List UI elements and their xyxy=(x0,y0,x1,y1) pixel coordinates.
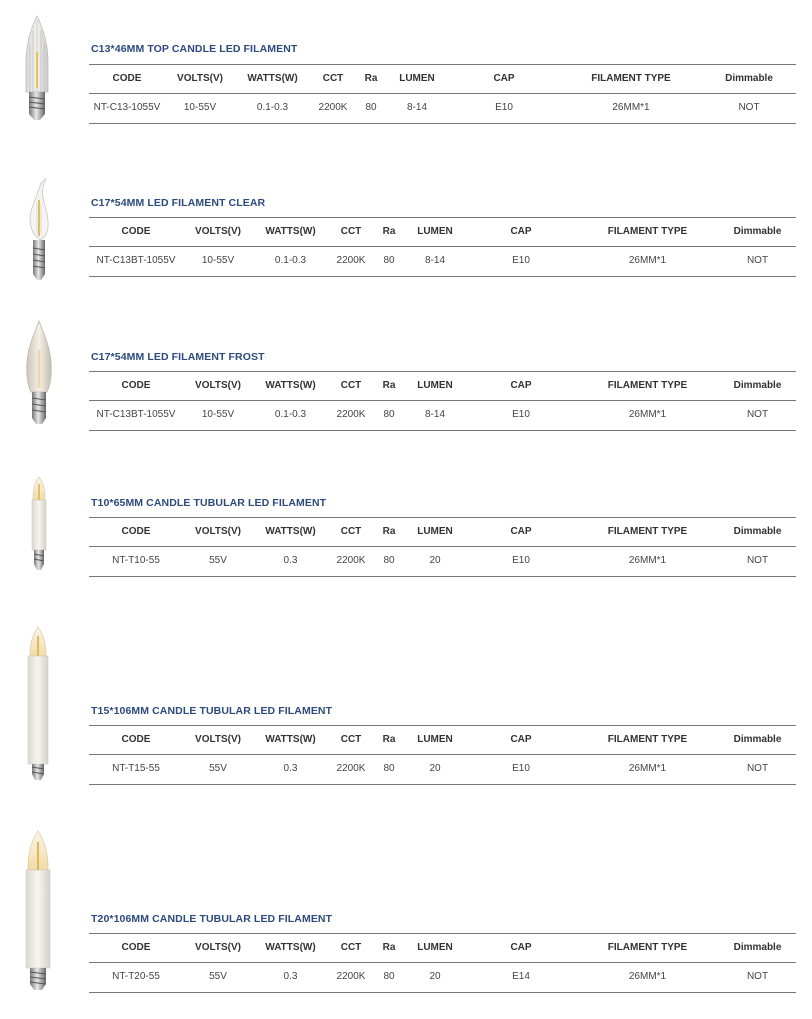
col-cap: CAP xyxy=(510,526,532,537)
col-lumen: LUMEN xyxy=(417,526,453,537)
col-ra: Ra xyxy=(382,380,396,391)
table-header-row xyxy=(89,934,796,963)
col-ra: Ra xyxy=(382,734,396,745)
col-ra: Ra xyxy=(364,73,378,84)
col-filament-type: FILAMENT TYPE xyxy=(591,73,671,84)
col-dimmable: Dimmable xyxy=(733,734,782,745)
clear-flame-tip-bulb-icon xyxy=(24,178,54,284)
cell-cap: E14 xyxy=(512,971,530,982)
product-title: T20*106MM CANDLE TUBULAR LED FILAMENT xyxy=(91,913,333,925)
cell-volts: 55V xyxy=(209,763,227,774)
col-cap: CAP xyxy=(510,942,532,953)
spec-table xyxy=(89,64,796,124)
table-header-row xyxy=(89,518,796,547)
cell-cap: E10 xyxy=(512,255,530,266)
cell-lumen: 20 xyxy=(429,971,441,982)
col-cap: CAP xyxy=(510,734,532,745)
col-filament-type: FILAMENT TYPE xyxy=(607,734,688,745)
tubular-candle-bulb-icon xyxy=(29,476,49,572)
col-volts: VOLTS(V) xyxy=(195,734,241,745)
cell-volts: 10-55V xyxy=(201,255,235,266)
col-filament-type: FILAMENT TYPE xyxy=(607,380,688,391)
col-dimmable: Dimmable xyxy=(725,73,773,84)
spec-table xyxy=(89,933,796,993)
cell-cct: 2200K xyxy=(336,555,366,566)
cell-cap: E10 xyxy=(512,409,530,420)
cell-watts: 0.3 xyxy=(283,555,298,566)
col-code: CODE xyxy=(121,526,151,537)
col-cct: CCT xyxy=(322,73,344,84)
cell-cct: 2200K xyxy=(336,763,366,774)
cell-filament-type: 26MM*1 xyxy=(628,763,667,774)
cell-dimmable: NOT xyxy=(738,102,760,113)
col-volts: VOLTS(V) xyxy=(195,942,241,953)
product-title: C13*46MM TOP CANDLE LED FILAMENT xyxy=(91,43,298,55)
col-watts: WATTS(W) xyxy=(265,226,316,237)
col-code: CODE xyxy=(112,73,142,84)
cell-ra: 80 xyxy=(383,971,395,982)
col-code: CODE xyxy=(121,226,151,237)
cell-dimmable: NOT xyxy=(746,555,769,566)
cell-cct: 2200K xyxy=(318,102,348,113)
cell-volts: 55V xyxy=(209,971,227,982)
col-code: CODE xyxy=(121,734,151,745)
cell-watts: 0.3 xyxy=(283,971,298,982)
spec-table xyxy=(89,217,796,277)
col-cap: CAP xyxy=(510,380,532,391)
cell-lumen: 8-14 xyxy=(424,255,445,266)
cell-watts: 0.1-0.3 xyxy=(256,102,289,113)
col-volts: VOLTS(V) xyxy=(195,380,241,391)
col-cct: CCT xyxy=(340,226,362,237)
col-watts: WATTS(W) xyxy=(265,734,316,745)
cell-cct: 2200K xyxy=(336,971,366,982)
cell-filament-type: 26MM*1 xyxy=(628,971,667,982)
cell-code: NT-C13BT-1055V xyxy=(96,255,176,266)
product-title: T15*106MM CANDLE TUBULAR LED FILAMENT xyxy=(91,705,333,717)
col-watts: WATTS(W) xyxy=(265,526,316,537)
spec-table xyxy=(89,517,796,577)
product-title: T10*65MM CANDLE TUBULAR LED FILAMENT xyxy=(91,497,327,509)
cell-cap: E10 xyxy=(495,102,513,113)
cell-code: NT-T20-55 xyxy=(112,971,160,982)
cell-code: NT-C13BT-1055V xyxy=(96,409,176,420)
col-cap: CAP xyxy=(493,73,515,84)
cell-filament-type: 26MM*1 xyxy=(628,555,667,566)
col-filament-type: FILAMENT TYPE xyxy=(607,526,688,537)
col-dimmable: Dimmable xyxy=(733,380,782,391)
cell-volts: 10-55V xyxy=(183,102,217,113)
table-row xyxy=(89,401,796,429)
spec-table xyxy=(89,371,796,431)
tubular-candle-bulb-icon xyxy=(24,626,52,782)
cell-dimmable: NOT xyxy=(746,763,769,774)
col-watts: WATTS(W) xyxy=(247,73,298,84)
table-row xyxy=(89,247,796,275)
cell-lumen: 8-14 xyxy=(424,409,445,420)
table-header-row xyxy=(89,65,796,94)
cell-cct: 2200K xyxy=(336,255,366,266)
cell-ra: 80 xyxy=(383,255,395,266)
cell-watts: 0.1-0.3 xyxy=(274,409,307,420)
col-code: CODE xyxy=(121,380,151,391)
col-filament-type: FILAMENT TYPE xyxy=(607,942,688,953)
cell-lumen: 20 xyxy=(429,763,441,774)
col-ra: Ra xyxy=(382,226,396,237)
table-header-row xyxy=(89,372,796,401)
col-lumen: LUMEN xyxy=(417,380,453,391)
cell-volts: 10-55V xyxy=(201,409,235,420)
col-dimmable: Dimmable xyxy=(733,942,782,953)
spec-table xyxy=(89,725,796,785)
col-watts: WATTS(W) xyxy=(265,942,316,953)
table-row xyxy=(89,755,796,783)
cell-dimmable: NOT xyxy=(746,971,769,982)
table-header-row xyxy=(89,726,796,755)
frosted-flame-tip-bulb-icon xyxy=(23,320,55,428)
col-volts: VOLTS(V) xyxy=(195,526,241,537)
cell-ra: 80 xyxy=(365,102,377,113)
col-cct: CCT xyxy=(340,942,362,953)
product-title: C17*54MM LED FILAMENT CLEAR xyxy=(91,197,266,209)
table-row xyxy=(89,547,796,575)
col-code: CODE xyxy=(121,942,151,953)
col-lumen: LUMEN xyxy=(417,226,453,237)
cell-watts: 0.1-0.3 xyxy=(274,255,307,266)
col-volts: VOLTS(V) xyxy=(177,73,223,84)
col-volts: VOLTS(V) xyxy=(195,226,241,237)
cell-lumen: 20 xyxy=(429,555,441,566)
product-title: C17*54MM LED FILAMENT FROST xyxy=(91,351,265,363)
col-dimmable: Dimmable xyxy=(733,526,782,537)
cell-ra: 80 xyxy=(383,763,395,774)
col-watts: WATTS(W) xyxy=(265,380,316,391)
ribbed-candle-bulb-icon xyxy=(22,14,52,122)
col-cct: CCT xyxy=(340,734,362,745)
cell-cap: E10 xyxy=(512,555,530,566)
cell-code: NT-T10-55 xyxy=(112,555,160,566)
table-row xyxy=(89,94,796,122)
tubular-candle-bulb-icon xyxy=(22,830,54,992)
col-filament-type: FILAMENT TYPE xyxy=(607,226,688,237)
cell-code: NT-C13-1055V xyxy=(93,102,161,113)
cell-filament-type: 26MM*1 xyxy=(628,409,667,420)
col-cct: CCT xyxy=(340,380,362,391)
col-ra: Ra xyxy=(382,526,396,537)
col-dimmable: Dimmable xyxy=(733,226,782,237)
cell-dimmable: NOT xyxy=(746,409,769,420)
cell-lumen: 8-14 xyxy=(406,102,427,113)
cell-filament-type: 26MM*1 xyxy=(628,255,667,266)
cell-ra: 80 xyxy=(383,555,395,566)
cell-ra: 80 xyxy=(383,409,395,420)
cell-dimmable: NOT xyxy=(746,255,769,266)
cell-volts: 55V xyxy=(209,555,227,566)
col-cct: CCT xyxy=(340,526,362,537)
col-lumen: LUMEN xyxy=(417,734,453,745)
table-header-row xyxy=(89,218,796,247)
cell-filament-type: 26MM*1 xyxy=(612,102,650,113)
col-ra: Ra xyxy=(382,942,396,953)
table-row xyxy=(89,963,796,991)
col-lumen: LUMEN xyxy=(399,73,435,84)
col-lumen: LUMEN xyxy=(417,942,453,953)
col-cap: CAP xyxy=(510,226,532,237)
cell-watts: 0.3 xyxy=(283,763,298,774)
cell-cap: E10 xyxy=(512,763,530,774)
cell-code: NT-T15-55 xyxy=(112,763,160,774)
cell-cct: 2200K xyxy=(336,409,366,420)
